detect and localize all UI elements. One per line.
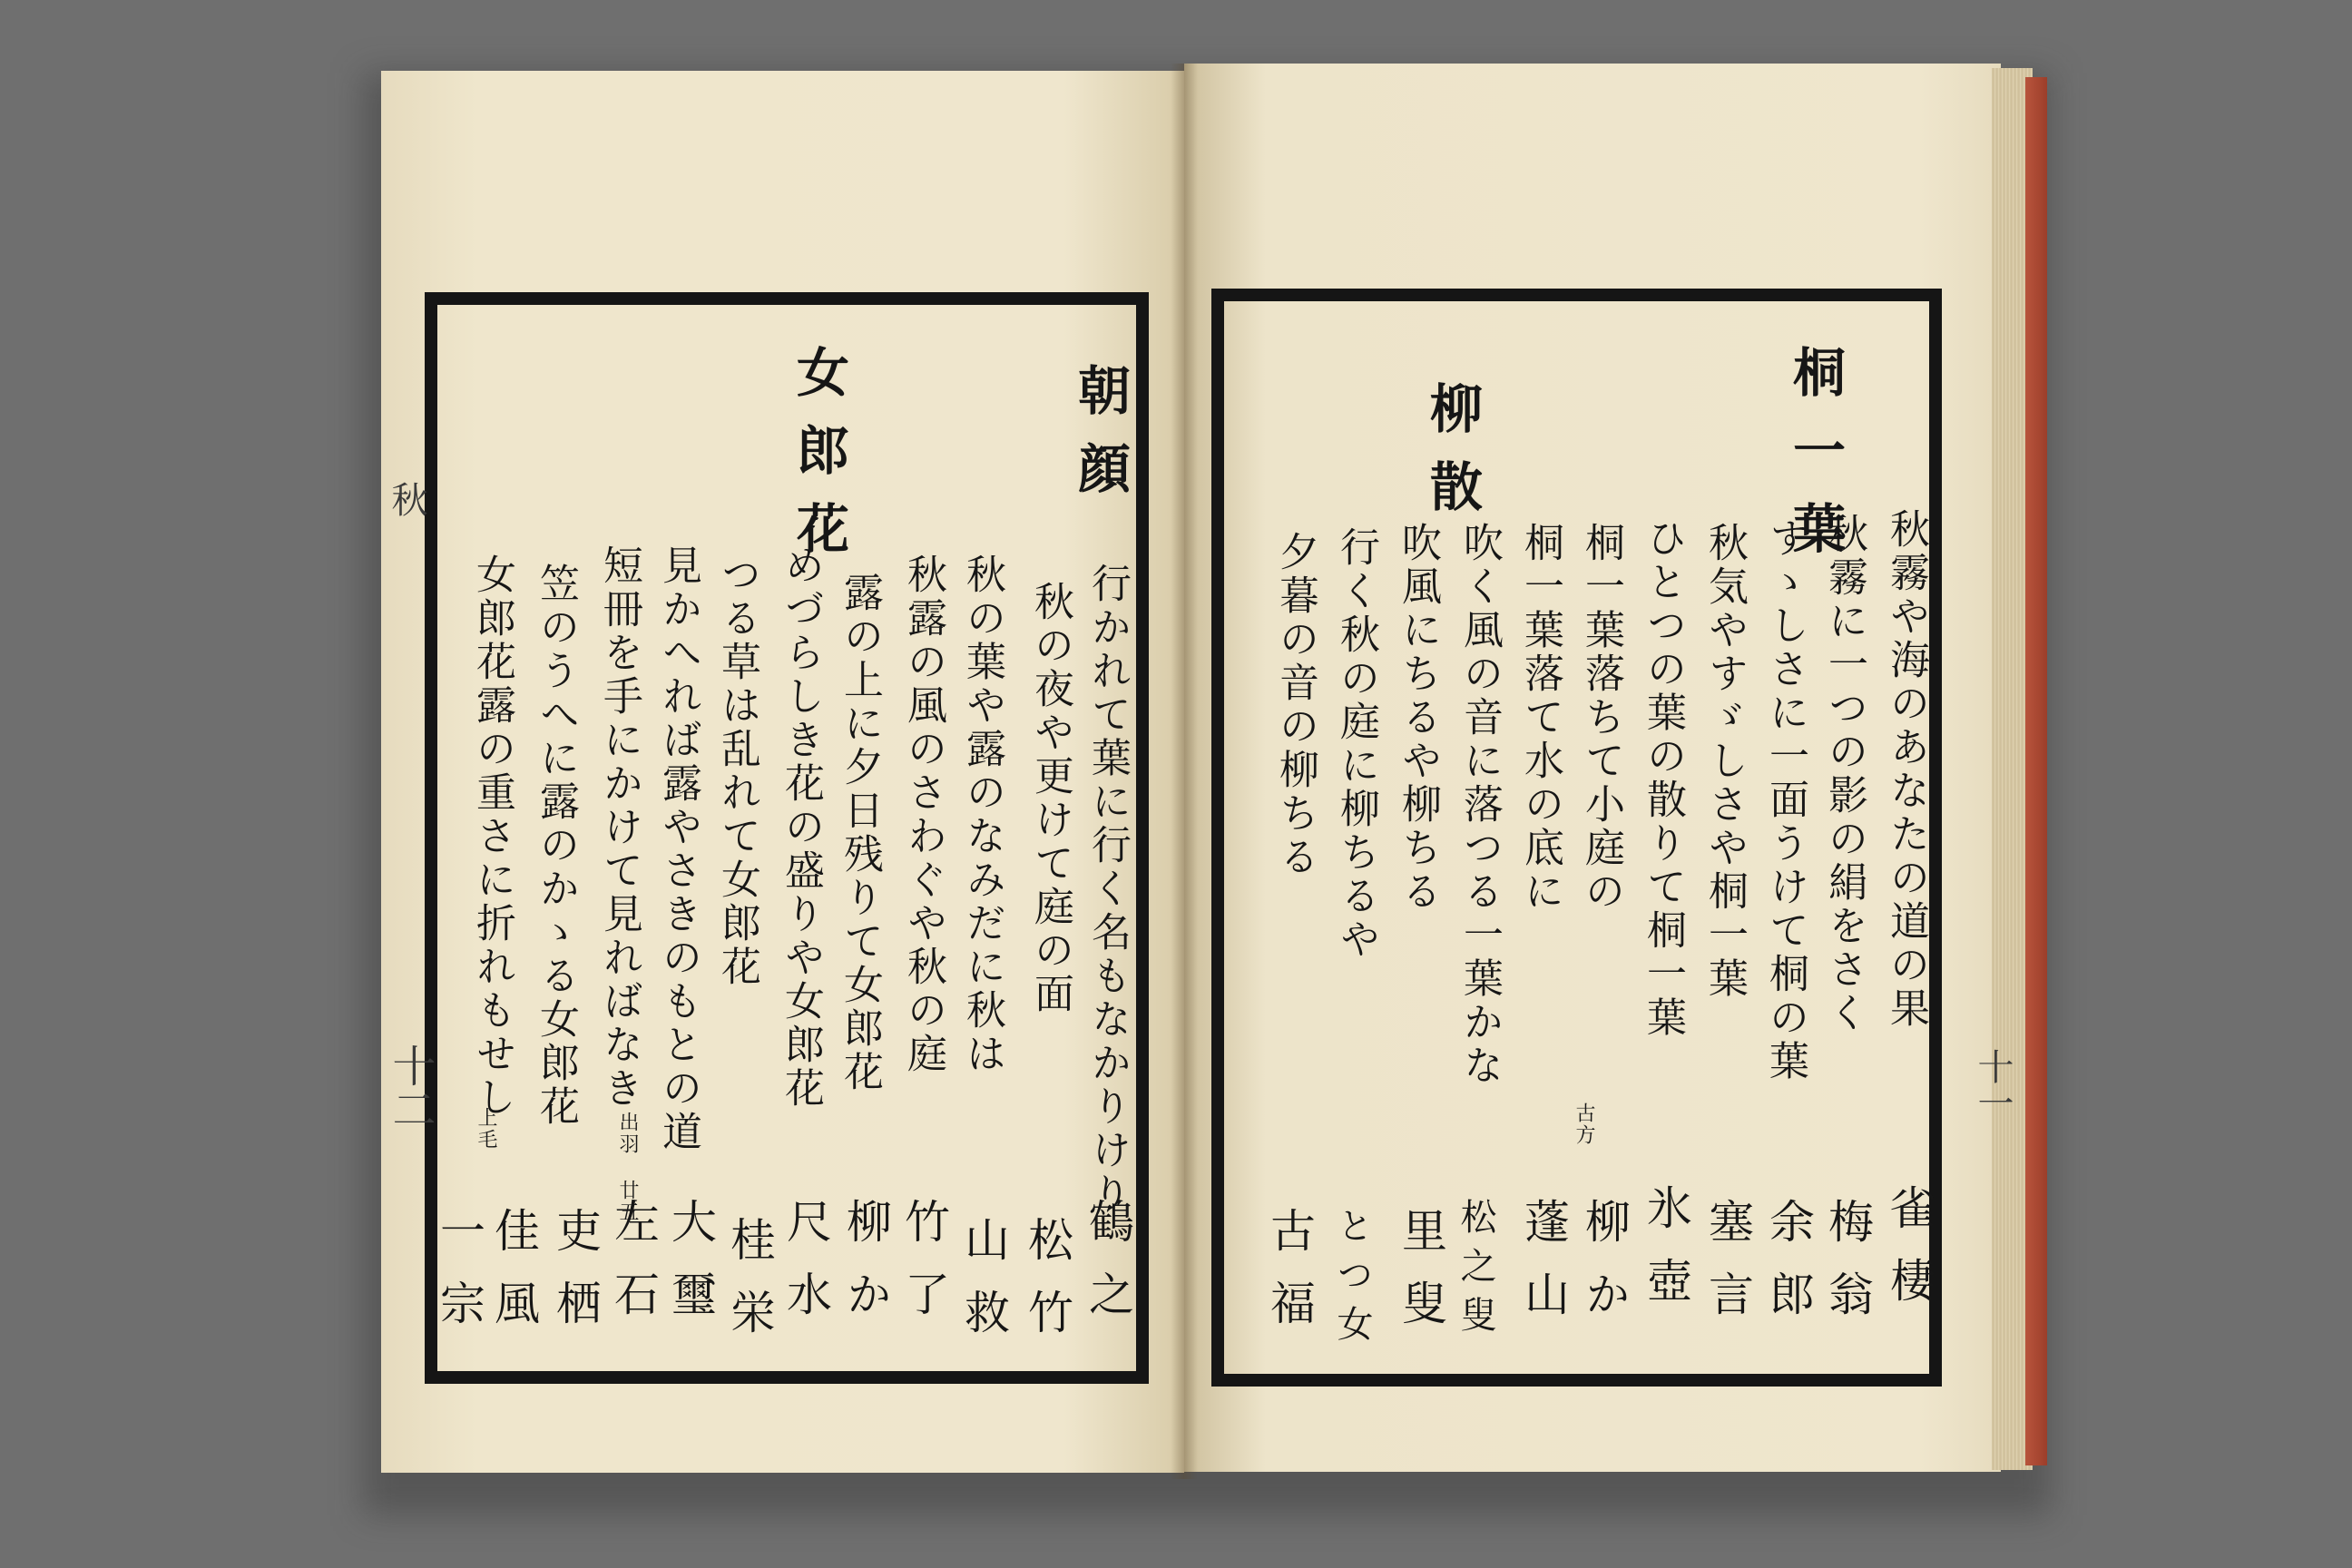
author-left-3: 山救 xyxy=(957,1216,1010,1361)
verse-right-9: 吹風にちるや柳ちる xyxy=(1395,522,1441,914)
author-left-12: 一宗 xyxy=(433,1207,485,1352)
verse-left-11: 女郎花露の重さに折れもせし xyxy=(469,554,515,1120)
verse-left-3: 秋の葉や露のなみだに秋は xyxy=(959,554,1005,1076)
margin-folio-left: 十二 xyxy=(385,1044,436,1131)
author-right-6: 柳か xyxy=(1578,1198,1631,1343)
author-left-2: 松竹 xyxy=(1021,1216,1073,1361)
note-right-1: 古方 xyxy=(1573,1102,1595,1146)
author-left-7: 桂栄 xyxy=(723,1216,776,1361)
verse-right-5: ひとつの葉の散りて桐一葉 xyxy=(1640,517,1686,1040)
author-right-8: 松之叟 xyxy=(1455,1198,1496,1345)
verse-left-8: 見かへれば露やさきのもとの道 xyxy=(655,544,701,1154)
author-right-11: 古福 xyxy=(1263,1207,1316,1352)
verse-left-9: 短冊を手にかけて見ればなき xyxy=(596,544,642,1111)
verse-left-4: 秋露の風のさわぐや秋の庭 xyxy=(900,554,946,1076)
verse-right-7: 桐一葉落て水の底に xyxy=(1517,522,1563,914)
note-left-1: 出羽 廿五 xyxy=(616,1112,639,1223)
verse-left-5: 露の上に夕日残りて女郎花 xyxy=(837,572,883,1094)
author-right-9: 里叟 xyxy=(1395,1207,1447,1352)
verse-right-3: すゝしさに一面うけて桐の葉 xyxy=(1762,517,1808,1083)
verse-left-7: つる草は乱れて女郎花 xyxy=(714,554,760,989)
book-gutter xyxy=(1171,64,1198,1479)
verse-right-4: 秋気やすゞしさや桐一葉 xyxy=(1701,522,1748,1001)
section-title-yanagi-chiru: 柳散 xyxy=(1421,381,1483,537)
author-right-2: 梅翁 xyxy=(1821,1198,1874,1343)
author-left-11: 佳風 xyxy=(487,1207,540,1352)
author-right-1: 雀棲 xyxy=(1883,1184,1936,1329)
author-left-4: 竹了 xyxy=(897,1198,950,1343)
verse-right-6: 桐一葉落ちて小庭の xyxy=(1578,522,1624,914)
section-title-ominaeshi: 女郎花 xyxy=(788,345,849,579)
author-left-6: 尺水 xyxy=(779,1198,832,1343)
author-right-4: 塞言 xyxy=(1701,1198,1754,1343)
author-left-10: 吏栖 xyxy=(549,1207,602,1352)
section-title-kiri-hitoha: 桐一葉 xyxy=(1784,345,1846,579)
verse-right-10: 行く秋の庭に柳ちるや xyxy=(1333,526,1379,962)
section-title-asagao: 朝顔 xyxy=(1069,363,1131,519)
verse-right-11: 夕暮の音の柳ちる xyxy=(1272,531,1318,879)
margin-folio-right: 十一 xyxy=(1972,1048,2014,1121)
verse-right-2: 秋霧に一つの影の絹をさく xyxy=(1821,513,1867,1035)
author-left-5: 柳か xyxy=(839,1198,892,1343)
author-left-1: 鶴之 xyxy=(1082,1198,1134,1343)
author-right-3: 余郎 xyxy=(1762,1198,1815,1343)
author-right-5: 氷壺 xyxy=(1640,1184,1692,1329)
verse-left-6: めづらしき花の盛りや女郎花 xyxy=(778,544,824,1111)
book-cover-edge xyxy=(2025,77,2047,1465)
verse-right-1: 秋霧や海のあなたの道の果 xyxy=(1883,508,1929,1031)
verse-left-2: 秋の夜や更けて庭の面 xyxy=(1027,581,1073,1016)
author-left-8: 大璽 xyxy=(664,1198,717,1343)
author-right-7: 蓬山 xyxy=(1517,1198,1570,1343)
verse-left-1: 行かれて葉に行く名もなかりけり xyxy=(1084,563,1131,1216)
note-left-2: 上毛 xyxy=(475,1107,497,1151)
verse-right-8: 吹く風の音に落つる一葉かな xyxy=(1456,522,1503,1088)
verse-left-10: 笠のうへに露のかゝる女郎花 xyxy=(533,563,579,1129)
margin-season: 秋 xyxy=(386,481,427,517)
author-right-10: とつ女 xyxy=(1331,1207,1373,1354)
author-left-9: 左石 xyxy=(607,1198,660,1343)
